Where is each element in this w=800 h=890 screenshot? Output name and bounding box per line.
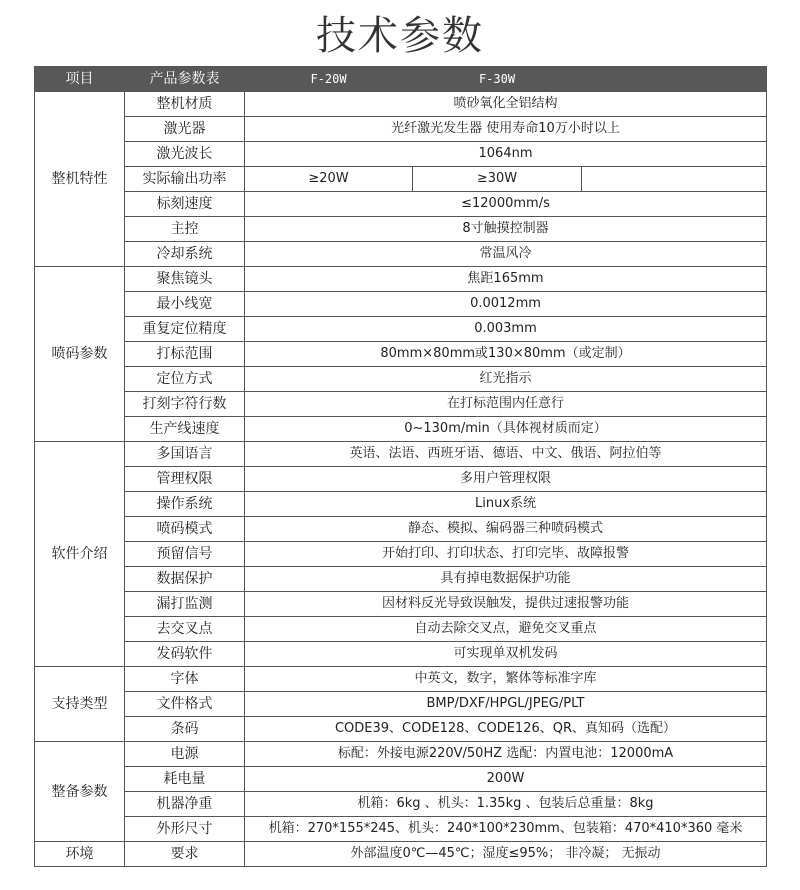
value-cell: 机箱：270*155*245、机头：240*100*230mm、包装箱：470*410*360 毫米 [245, 817, 767, 842]
value-cell: ≤12000mm/s [245, 192, 767, 217]
value-cell: 多用户管理权限 [245, 467, 767, 492]
header-category: 项目 [35, 67, 125, 92]
value-cell: 开始打印、打印状态、打印完毕、故障报警 [245, 542, 767, 567]
item-cell: 机器净重 [125, 792, 245, 817]
value-cell: 英语、法语、西班牙语、德语、中文、俄语、阿拉伯等 [245, 442, 767, 467]
item-cell: 标刻速度 [125, 192, 245, 217]
value-cell: 标配：外接电源220V/50HZ 选配：内置电池：12000mA [245, 742, 767, 767]
value-cell: 200W [245, 767, 767, 792]
table-row [35, 367, 767, 392]
item-cell: 冷却系统 [125, 242, 245, 267]
category-cell: 喷码参数 [35, 267, 125, 442]
category-cell: 支持类型 [35, 667, 125, 742]
category-cell: 整备参数 [35, 742, 125, 842]
item-cell: 打刻字符行数 [125, 392, 245, 417]
item-cell: 激光器 [125, 117, 245, 142]
value-cell: BMP/DXF/HPGL/JPEG/PLT [245, 692, 767, 717]
table-row [35, 117, 767, 142]
table-row [35, 192, 767, 217]
table-row [35, 592, 767, 617]
category-cell: 软件介绍 [35, 442, 125, 667]
value-cell: 外部温度0℃—45℃；湿度≤95%； 非冷凝； 无振动 [245, 842, 767, 867]
table-row [35, 842, 767, 867]
table-row [35, 342, 767, 367]
table-row [35, 467, 767, 492]
value-cell: Linux系统 [245, 492, 767, 517]
value-cell: 0.0012mm [245, 292, 767, 317]
value-cell: 在打标范围内任意行 [245, 392, 767, 417]
value-cell: 80mm×80mm或130×80mm（或定制） [245, 342, 767, 367]
item-cell: 多国语言 [125, 442, 245, 467]
table-header-row [35, 67, 767, 92]
value-cell: 静态、模拟、编码器三种喷码模式 [245, 517, 767, 542]
table-row [35, 267, 767, 292]
table-row [35, 567, 767, 592]
value-cell: 中英文，数字，繁体等标准字库 [245, 667, 767, 692]
table-row [35, 292, 767, 317]
header-blank [582, 67, 767, 92]
value-cell: 8寸触摸控制器 [245, 217, 767, 242]
value-cell: 自动去除交叉点，避免交叉重点 [245, 617, 767, 642]
value-cell: 机箱：6kg 、机头：1.35kg 、包装后总重量：8kg [245, 792, 767, 817]
item-cell: 聚焦镜头 [125, 267, 245, 292]
item-cell: 重复定位精度 [125, 317, 245, 342]
value-cell: 常温风冷 [245, 242, 767, 267]
table-row [35, 392, 767, 417]
item-cell: 要求 [125, 842, 245, 867]
value-cell: 0.003mm [245, 317, 767, 342]
category-cell: 整机特性 [35, 92, 125, 267]
value-cell: 因材料反光导致误触发，提供过速报警功能 [245, 592, 767, 617]
item-cell: 字体 [125, 667, 245, 692]
table-row [35, 642, 767, 667]
value-cell: 焦距165mm [245, 267, 767, 292]
item-cell: 条码 [125, 717, 245, 742]
header-model-f20w: F-20W [245, 67, 413, 92]
header-model-f30w: F-30W [413, 67, 582, 92]
table-row [35, 92, 767, 117]
table-row [35, 792, 767, 817]
item-cell: 数据保护 [125, 567, 245, 592]
table-row [35, 142, 767, 167]
page-title: 技术参数 [316, 13, 484, 59]
item-cell: 打标范围 [125, 342, 245, 367]
item-cell: 定位方式 [125, 367, 245, 392]
value-cell-blank [582, 167, 767, 192]
table-row [35, 617, 767, 642]
item-cell: 喷码模式 [125, 517, 245, 542]
item-cell: 外形尺寸 [125, 817, 245, 842]
value-cell: 具有掉电数据保护功能 [245, 567, 767, 592]
value-cell: CODE39、CODE128、CODE126、QR、真知码（选配） [245, 717, 767, 742]
item-cell: 主控 [125, 217, 245, 242]
table-row [35, 742, 767, 767]
table-row [35, 167, 767, 192]
item-cell: 操作系统 [125, 492, 245, 517]
item-cell: 去交叉点 [125, 617, 245, 642]
item-cell: 整机材质 [125, 92, 245, 117]
table-row [35, 717, 767, 742]
value-cell: 0~130m/min（具体视材质而定） [245, 417, 767, 442]
item-cell: 最小线宽 [125, 292, 245, 317]
table-row [35, 692, 767, 717]
item-cell: 实际输出功率 [125, 167, 245, 192]
value-cell-f30w: ≥30W [413, 167, 582, 192]
value-cell: 可实现单双机发码 [245, 642, 767, 667]
value-cell-f20w: ≥20W [245, 167, 413, 192]
table-row [35, 667, 767, 692]
item-cell: 文件格式 [125, 692, 245, 717]
table-row [35, 542, 767, 567]
table-row [35, 417, 767, 442]
table-row [35, 442, 767, 467]
item-cell: 激光波长 [125, 142, 245, 167]
spec-table [34, 66, 767, 867]
item-cell: 管理权限 [125, 467, 245, 492]
value-cell: 1064nm [245, 142, 767, 167]
item-cell: 电源 [125, 742, 245, 767]
category-cell: 环境 [35, 842, 125, 867]
table-row [35, 817, 767, 842]
table-row [35, 492, 767, 517]
item-cell: 预留信号 [125, 542, 245, 567]
table-row [35, 217, 767, 242]
value-cell: 红光指示 [245, 367, 767, 392]
table-row [35, 317, 767, 342]
table-row [35, 767, 767, 792]
item-cell: 生产线速度 [125, 417, 245, 442]
value-cell: 喷砂氧化全铝结构 [245, 92, 767, 117]
table-row [35, 517, 767, 542]
item-cell: 漏打监测 [125, 592, 245, 617]
header-item: 产品参数表 [125, 67, 245, 92]
item-cell: 发码软件 [125, 642, 245, 667]
table-row [35, 242, 767, 267]
value-cell: 光纤激光发生器 使用寿命10万小时以上 [245, 117, 767, 142]
item-cell: 耗电量 [125, 767, 245, 792]
